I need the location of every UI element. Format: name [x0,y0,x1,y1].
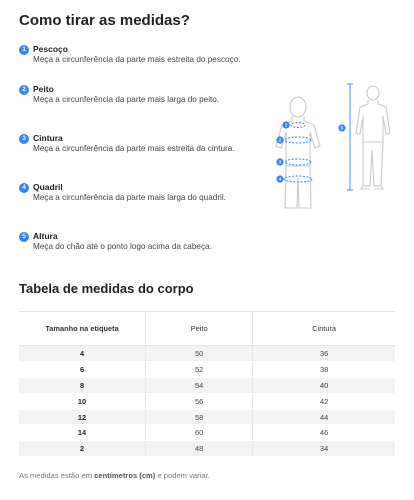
table-title: Tabela de medidas do corpo [19,281,194,296]
step-title: Pescoço [33,44,68,54]
column-header-chest: Peito [146,312,253,346]
step-title: Peito [33,84,54,94]
table-header-row [19,312,395,346]
footnote-text: As medidas estão em [19,471,95,480]
step-description: Meça a circunferência da parte mais larga do peito. [33,95,220,104]
step-title: Quadril [33,182,63,192]
size-cell: 6 [19,361,146,377]
table-row [19,441,395,457]
size-cell: 10 [19,393,146,409]
waist-cell: 42 [253,393,395,409]
footnote-text-end: e podem variar. [155,471,210,480]
full-body-figure [356,86,390,189]
table-row [19,393,395,409]
step-number-badge: 4 [19,183,29,193]
step-description: Meça a circunferência da parte mais larga do quadril. [33,193,226,202]
table-row [19,346,395,362]
torso-figure [276,97,320,208]
table-row [19,377,395,393]
step-title: Altura [33,231,58,241]
height-ruler [347,84,353,190]
chest-cell: 50 [146,346,253,362]
marker-label: 1 [284,122,288,128]
waist-cell: 38 [253,361,395,377]
measurement-illustration [268,78,408,218]
step-number-badge: 3 [19,134,29,144]
step-description: Meça a circunferência da parte mais estreita da cintura. [33,144,235,153]
chest-cell: 60 [146,425,253,441]
marker-label: 3 [278,159,282,165]
size-table [19,311,395,457]
step-description: Meça do chão até o ponto logo acima da cabeça. [33,242,212,251]
page-title: Como tirar as medidas? [19,12,190,29]
size-cell: 14 [19,425,146,441]
column-header-size: Tamanho na etiqueta [19,312,146,346]
size-cell: 2 [19,441,146,457]
footnote [19,471,210,480]
table-row [19,361,395,377]
chest-cell: 48 [146,441,253,457]
table-row [19,409,395,425]
chest-cell: 54 [146,377,253,393]
chest-cell: 52 [146,361,253,377]
chest-cell: 58 [146,409,253,425]
column-header-waist: Cintura [253,312,395,346]
measure-markers [276,121,289,182]
step-description: Meça a circunferência da parte mais estreita do pescoço. [33,55,241,64]
marker-label: 5 [340,125,344,131]
chest-cell: 56 [146,393,253,409]
marker-label: 4 [278,176,282,182]
waist-cell: 44 [253,409,395,425]
waist-cell: 34 [253,441,395,457]
step-number-badge: 2 [19,85,29,95]
marker-label: 2 [278,137,282,143]
step-title: Cintura [33,133,63,143]
waist-cell: 36 [253,346,395,362]
size-cell: 12 [19,409,146,425]
step-number-badge: 1 [19,45,29,55]
footnote-unit: centímetros (cm) [94,471,156,480]
measure-bands [284,123,312,183]
waist-cell: 40 [253,377,395,393]
step-number-badge: 5 [19,232,29,242]
size-cell: 4 [19,346,146,362]
size-cell: 8 [19,377,146,393]
table-row [19,425,395,441]
waist-cell: 46 [253,425,395,441]
